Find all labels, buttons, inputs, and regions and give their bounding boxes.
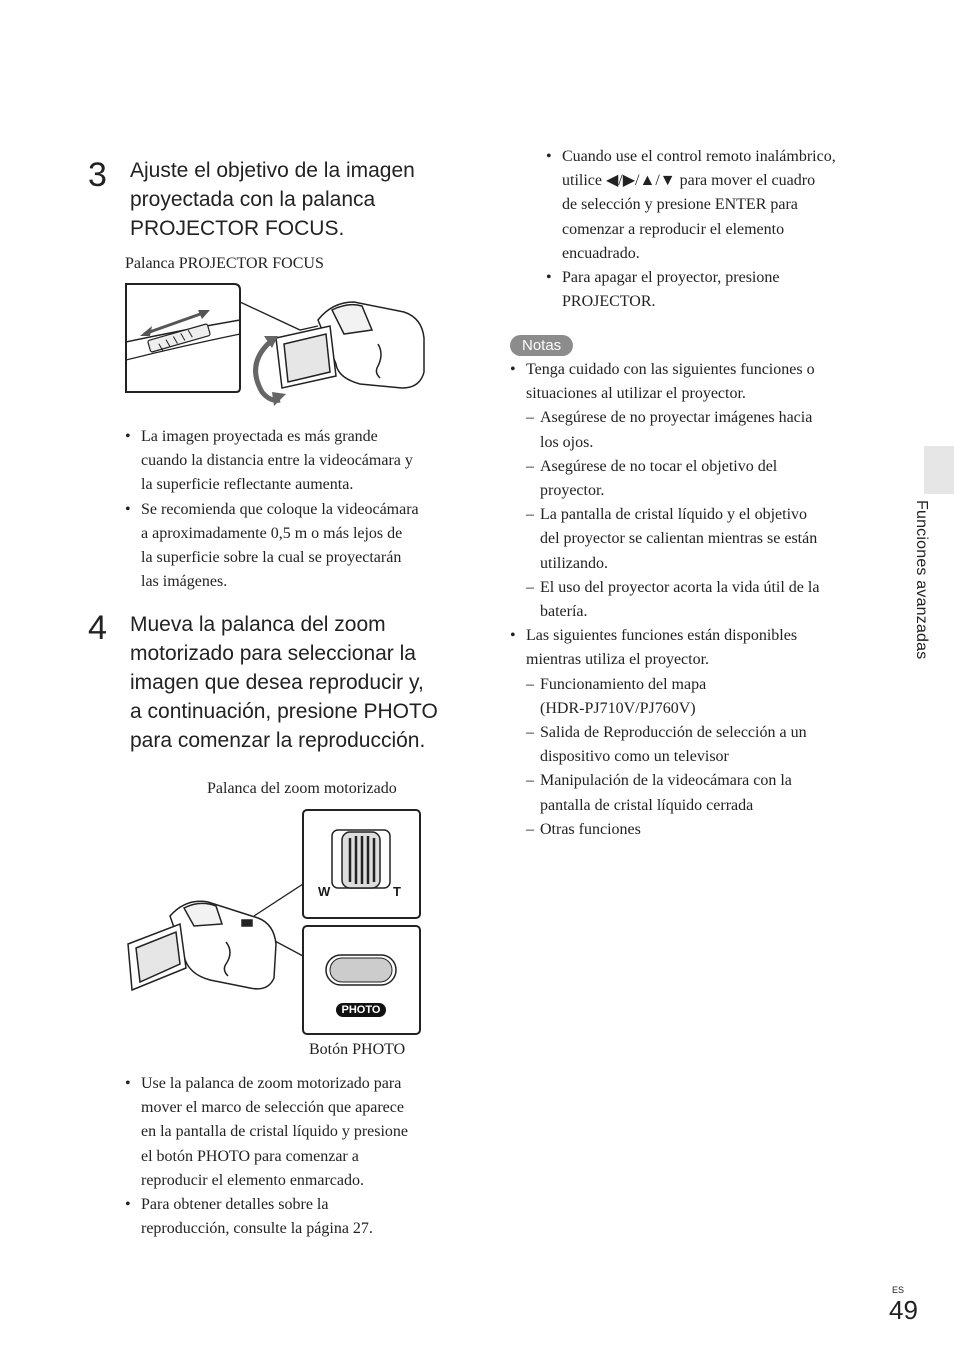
- callout-line: [240, 302, 318, 330]
- line: – Salida de Reproducción de selección a un: [540, 724, 807, 742]
- sub-item: [526, 673, 870, 721]
- step-3-heading-line: PROJECTOR FOCUS.: [130, 217, 345, 240]
- line: en la pantalla de cristal líquido y presione: [141, 1123, 409, 1141]
- line: (HDR-PJ710V/PJ760V): [540, 699, 696, 717]
- zoom-tele-label: T: [393, 884, 401, 899]
- step-4-heading-line: para comenzar la reproducción.: [130, 729, 426, 752]
- camcorder-icon: [276, 302, 424, 388]
- line: la superficie reflectante aumenta.: [141, 476, 354, 494]
- step-4-heading-line: imagen que desea reproducir y,: [130, 671, 424, 694]
- line: encuadrado.: [562, 244, 640, 262]
- line: • Use la palanca de zoom motorizado para: [141, 1075, 402, 1092]
- line: • Las siguientes funciones están disponibles: [526, 627, 798, 645]
- line: pantalla de cristal líquido cerrada: [540, 796, 754, 814]
- line: proyector.: [540, 482, 605, 500]
- list-item: [546, 266, 891, 314]
- line: • La imagen proyectada es más grande: [141, 428, 378, 445]
- page-number: 49: [889, 1295, 918, 1325]
- line: mientras utiliza el proyector.: [526, 651, 710, 669]
- line: los ojos.: [540, 433, 594, 451]
- line: – Manipulación de la videocámara con la: [540, 772, 792, 790]
- line: de selección y presione ENTER para: [562, 196, 798, 214]
- step-3-heading-line: Ajuste el objetivo de la imagen: [130, 159, 415, 182]
- line: reproducir el elemento enmarcado.: [141, 1171, 364, 1189]
- line: situaciones al utilizar el proyector.: [526, 385, 746, 403]
- line: dispositivo como un televisor: [540, 748, 729, 766]
- line: – Asegúrese de no proyectar imágenes hacia: [540, 409, 813, 427]
- photo-badge-label: PHOTO: [341, 1004, 381, 1016]
- line: la superficie sobre la cual se proyectarán: [141, 549, 402, 567]
- list-item: [510, 358, 870, 624]
- zoom-wide-label: W: [318, 884, 331, 899]
- notes-badge: Notas: [510, 335, 573, 356]
- list-item: [510, 624, 870, 842]
- line: – Asegúrese de no tocar el objetivo del: [540, 457, 778, 475]
- line: – Otras funciones: [540, 820, 641, 838]
- sub-item: [526, 721, 870, 769]
- step-3-heading: [130, 156, 490, 243]
- sub-item: [526, 455, 870, 503]
- line: las imágenes.: [141, 573, 228, 591]
- sub-list: [526, 406, 870, 624]
- notes-heading: [510, 335, 573, 356]
- line: utilizando.: [540, 554, 608, 572]
- section-side-label: Funciones avanzadas: [913, 500, 930, 660]
- list-item: [546, 145, 891, 266]
- camcorder-icon: [128, 901, 276, 990]
- photo-button-box: [303, 926, 420, 1034]
- line: el botón PHOTO para comenzar a: [141, 1147, 359, 1165]
- line: – Funcionamiento del mapa: [540, 675, 707, 693]
- line: – La pantalla de cristal líquido y el objetivo: [540, 506, 808, 524]
- focus-lever-inset: [126, 284, 240, 392]
- line: batería.: [540, 603, 588, 621]
- line: a aproximadamente 0,5 m o más lejos de: [141, 524, 403, 542]
- step-3-number: 3: [88, 156, 107, 194]
- step-4-number: 4: [88, 609, 107, 647]
- line: cuando la distancia entre la videocámara y: [141, 452, 413, 470]
- sub-item: [526, 406, 870, 454]
- list-item: [125, 1193, 475, 1241]
- zoom-lever-box: [303, 810, 420, 918]
- step-4-bullets: [125, 1072, 475, 1241]
- line: – El uso del proyector acorta la vida útil de la: [540, 578, 820, 596]
- step-4-heading-line: a continuación, presione PHOTO: [130, 700, 438, 723]
- line: reproducción, consulte la página 27.: [141, 1220, 373, 1238]
- step-3-bullets: [125, 425, 475, 594]
- zoom-lever-caption: Palanca del zoom motorizado: [207, 780, 397, 797]
- step-3-heading-line: proyectada con la palanca: [130, 188, 376, 211]
- projector-focus-caption: Palanca PROJECTOR FOCUS: [125, 255, 324, 272]
- line: • Tenga cuidado con las siguientes funciones o: [526, 361, 815, 378]
- sub-item: [526, 818, 870, 842]
- sub-item: [526, 769, 870, 817]
- section-tab-marker: [924, 446, 954, 494]
- line: • Se recomienda que coloque la videocámara: [141, 500, 419, 518]
- line: • Cuando use el control remoto inalámbrico,: [562, 148, 836, 165]
- list-item: [125, 498, 475, 595]
- remote-control-bullets: [546, 145, 891, 314]
- line: • Para apagar el proyector, presione: [562, 269, 780, 287]
- sub-item: [526, 576, 870, 624]
- projector-focus-illustration: [122, 280, 432, 408]
- step-4-heading-line: Mueva la palanca del zoom: [130, 613, 386, 636]
- line: comenzar a reproducir el elemento: [562, 220, 785, 238]
- list-item: [125, 1072, 475, 1193]
- language-code: ES: [892, 1285, 905, 1295]
- notes-list: [510, 358, 870, 842]
- photo-button-caption: Botón PHOTO: [309, 1041, 406, 1058]
- line: mover el marco de selección que aparece: [141, 1099, 404, 1117]
- line: del proyector se calientan mientras se están: [540, 530, 818, 548]
- sub-item: [526, 503, 870, 576]
- list-item: [125, 425, 475, 498]
- line: utilice ◀/▶/▲/▼ para mover el cuadro: [562, 172, 816, 190]
- sub-list: [526, 673, 870, 842]
- line: PROJECTOR.: [562, 293, 656, 311]
- step-4-heading: [130, 610, 490, 755]
- step-4-heading-line: motorizado para seleccionar la: [130, 642, 416, 665]
- line: • Para obtener detalles sobre la: [141, 1196, 329, 1214]
